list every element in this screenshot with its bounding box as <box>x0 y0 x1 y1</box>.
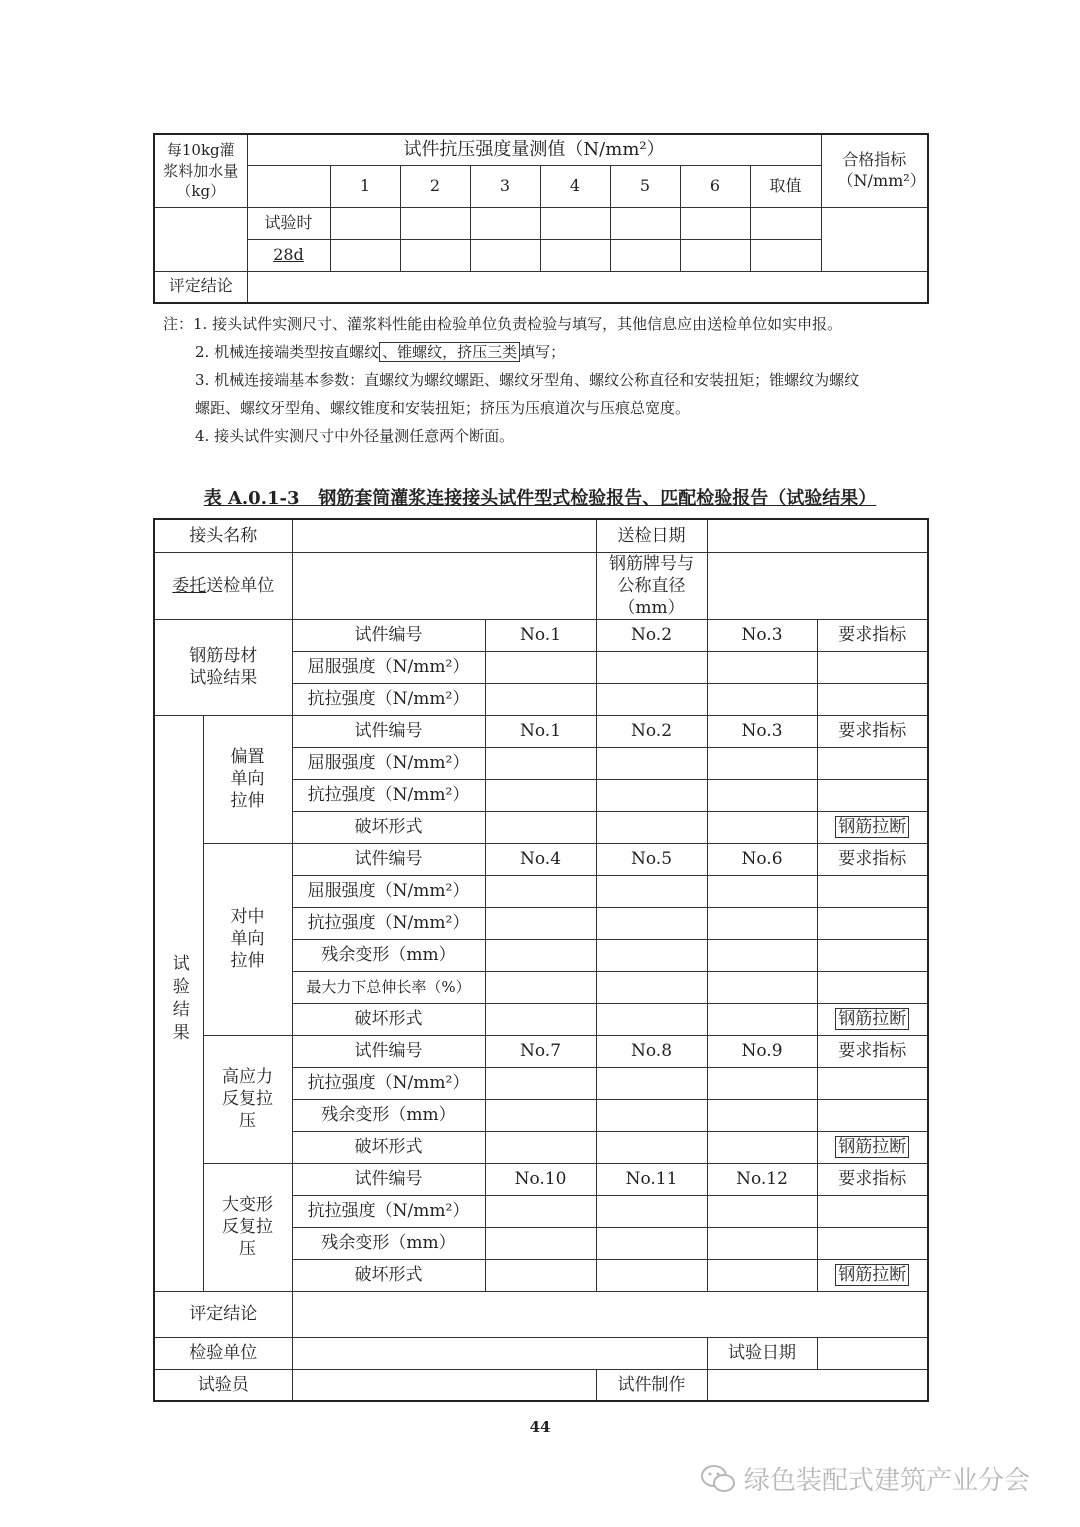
conclusion2-label: 评定结论 <box>154 1291 292 1337</box>
page-number: 44 <box>529 1418 551 1436</box>
water-ratio-header: 每10kg灌浆料加水量（kg） <box>154 134 247 207</box>
note-2: 2. 机械连接端类型按直螺纹 、锥螺纹，挤压三类 填写； <box>195 343 566 361</box>
col-value: 取值 <box>750 165 821 207</box>
note-4: 4. 接头试件实测尺寸中外径量测任意两个断面。 <box>195 427 515 445</box>
note-3: 3. 机械连接端基本参数：直螺纹为螺纹螺距、螺纹牙型角、螺纹公称直径和安装扭矩；锥螺纹为螺纹 <box>195 371 860 389</box>
joint-name-label: 接头名称 <box>154 519 292 552</box>
table-caption: 表 A.0.1-3 钢筋套筒灌浆连接接头试件型式检验报告、匹配检验报告（试验结果） <box>203 488 877 509</box>
col-4: 4 <box>540 165 610 207</box>
test-unit-label: 检验单位 <box>154 1337 292 1369</box>
notes <box>163 310 933 450</box>
send-unit-label: 委托送检单位 <box>154 552 292 619</box>
wechat-icon <box>700 1464 736 1494</box>
watermark: 绿色装配式建筑产业分会 <box>700 1460 1030 1497</box>
results-title: 试验结果 <box>154 715 203 1291</box>
rebar-grade-label: 钢筋牌号与公称直径（mm） <box>596 552 707 619</box>
conclusion-label: 评定结论 <box>154 271 247 303</box>
qual-header: 合格指标（N/mm²） <box>821 134 928 207</box>
test-date-label: 试验日期 <box>707 1337 817 1369</box>
col-2: 2 <box>400 165 470 207</box>
col-3: 3 <box>470 165 540 207</box>
note-3b: 螺距、螺纹牙型角、螺纹锥度和安装扭矩；挤压为压痕道次与压痕总宽度。 <box>195 399 691 417</box>
g3-title: 高应力反复拉压 <box>203 1035 292 1163</box>
row-test-time: 试验时 <box>247 207 330 239</box>
parent-title: 钢筋母材试验结果 <box>154 619 292 715</box>
blank-cell <box>154 207 247 271</box>
g4-title: 大变形反复拉压 <box>203 1163 292 1291</box>
col-5: 5 <box>610 165 680 207</box>
g2-title: 对中单向拉伸 <box>203 843 292 1035</box>
strength-table <box>153 133 929 304</box>
note-1: 注：1. 接头试件实测尺寸、灌浆料性能由检验单位负责检验与填写，其他信息应由送检单位如实申报。 <box>163 315 843 333</box>
col-1: 1 <box>330 165 400 207</box>
results-table: 接头名称 送检日期 委托送检单位 钢筋牌号与公称直径（mm） 钢筋母材试验结果 试件编号 No.1 No.2 No.3 要求指标 屈服强度（N/mm²） 抗拉强度（N/mm²） 试验结果 偏置单向拉伸 试件编号 No.1 No.2 No.3 要求指标 屈服强度（N/mm²） 抗拉强度（N/mm²） 破坏形式 钢筋拉断 对中单向拉伸 试件编号 No.4 No.5 No.6 要求指标 屈服强度（N/mm²） 抗拉强度（N/mm²） 残余变形（mm） 最大力下总伸长率（%） 破坏形式 钢筋拉断 高应力反复拉压 试件编号 No.7 No.8 No.9 要求指标 抗拉强度（N/mm²） 残余变形（mm） 破坏形式 钢筋拉断 大变形反复拉压 试件编号 No.10 No.11 No.12 要求指标 抗拉强度（N/mm²） 残余变形（mm） 破坏形式 钢筋拉断 评定结论 检验单位 试验日期 试验员 试件制作 <box>153 518 929 1402</box>
send-date-label: 送检日期 <box>596 519 707 552</box>
blank-cell <box>247 165 330 207</box>
specimen-make-label: 试件制作 <box>596 1369 707 1401</box>
measure-header: 试件抗压强度量测值（N/mm²） <box>247 134 821 165</box>
col-6: 6 <box>680 165 750 207</box>
tester-label: 试验员 <box>154 1369 292 1401</box>
g1-title: 偏置单向拉伸 <box>203 715 292 843</box>
row-28d: 28d <box>247 239 330 271</box>
